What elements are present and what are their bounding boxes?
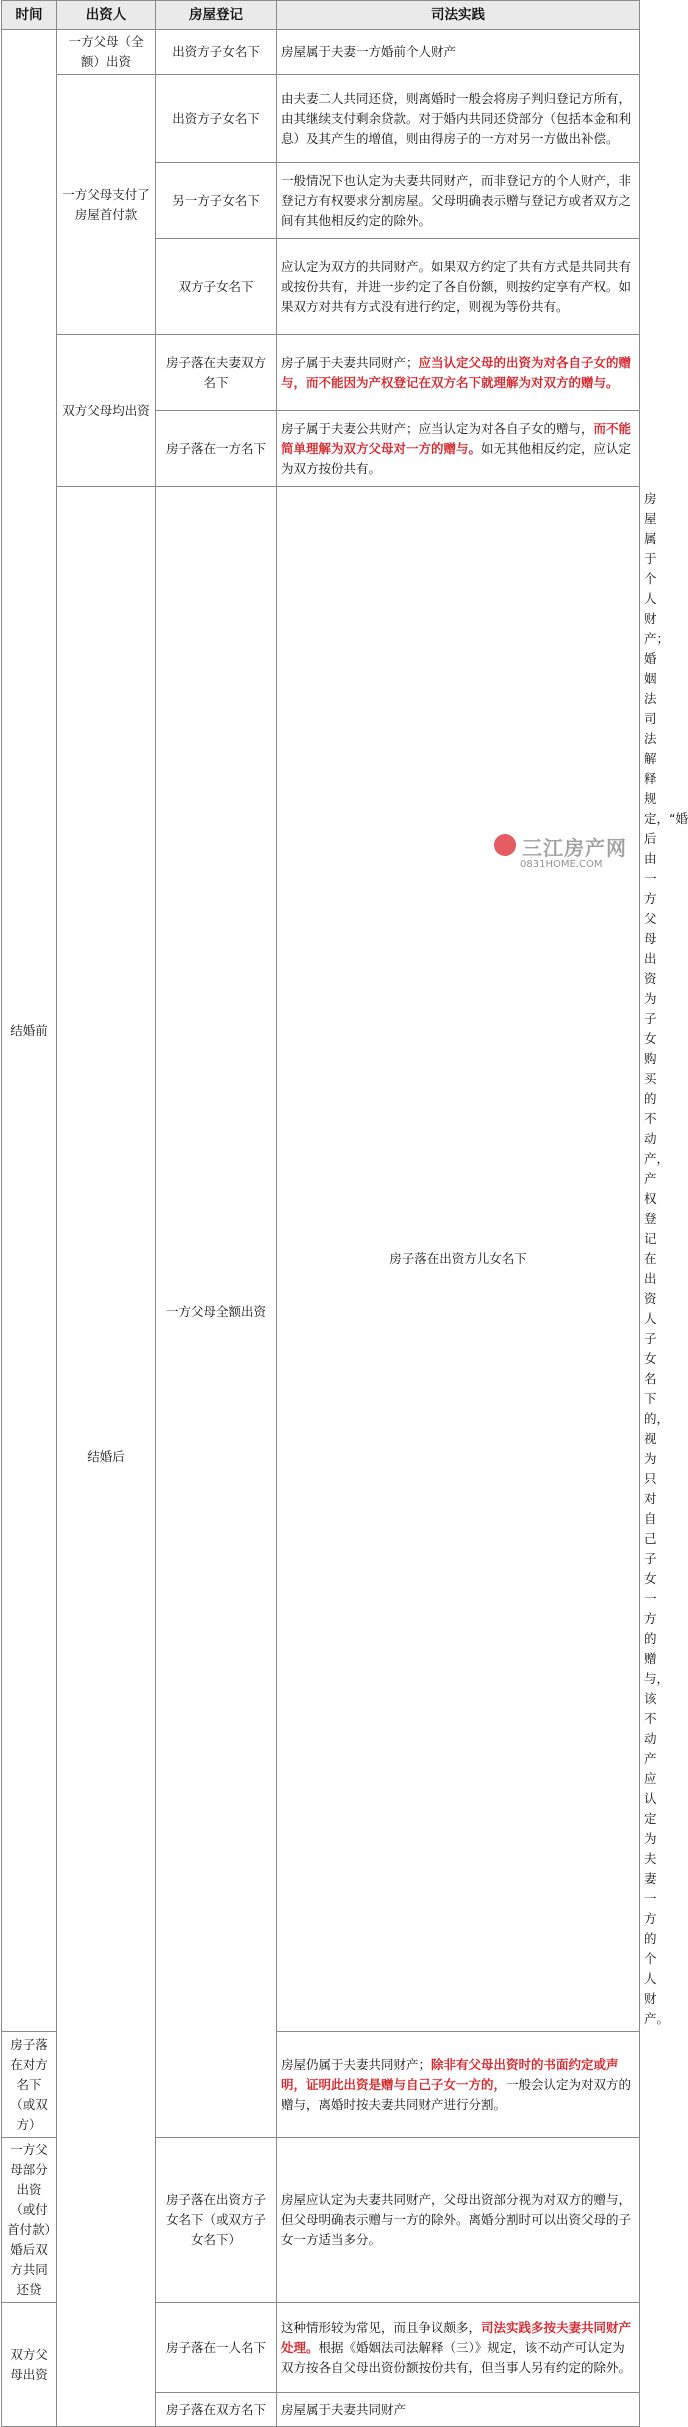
practice-text: 一般情况下也认定为夫妻共同财产，而非登记方的个人财产，非登记方有权要求分割房屋。父母明确表示赠与登记方或者双方之间有其他相反约定的除外。 <box>281 172 632 228</box>
period-before-marriage: 结婚前 <box>2 30 57 2032</box>
practice-text: 房屋属于夫妻共同财产 <box>281 2401 407 2417</box>
registration-cell: 房子落在出资方子女名下（或双方子女名下） <box>156 2138 277 2303</box>
highlight-text: 而不能简单理解为双方父母对一方的赠与。 <box>281 420 632 456</box>
header-investor: 出资人 <box>57 1 156 30</box>
registration-cell: 房子落在一方名下 <box>156 411 277 487</box>
investor-cell: 一方父母全额出资 <box>156 487 277 2138</box>
practice-cell <box>277 75 640 163</box>
registration-cell: 出资方子女名下 <box>156 30 277 75</box>
registration-cell: 双方子女名下 <box>156 239 277 335</box>
investor-cell: 一方父母（全额）出资 <box>57 30 156 75</box>
practice-cell <box>277 239 640 335</box>
practice-text: 由夫妻二人共同还贷，则离婚时一般会将房子判归登记方所有，由其继续支付剩余贷款。对于婚内共同还贷部分（包括本金和利息）及其产生的增值，则由得房子的一方对另一方做出补偿。 <box>281 90 632 146</box>
registration-cell: 房子落在出资方儿女名下 <box>277 487 640 2032</box>
header-practice: 司法实践 <box>277 1 640 30</box>
practice-text: 房屋应认定为夫妻共同财产，父母出资部分视为对双方的赠与，但父母明确表示赠与一方的除外。离婚分割时可以出资父母的子女一方适当多分。 <box>281 2192 632 2247</box>
period-after-marriage: 结婚后 <box>57 487 156 2427</box>
practice-text: 房屋属于夫妻一方婚前个人财产 <box>281 44 457 59</box>
property-rules-table <box>1 0 688 2427</box>
registration-cell: 房子落在对方名下（或双方） <box>2 2032 57 2138</box>
practice-cell <box>277 2393 640 2427</box>
practice-text: 房子属于夫妻共同财产； <box>281 354 419 370</box>
watermark-url: 0831HOME.COM <box>520 859 603 870</box>
investor-cell: 双方父母均出资 <box>57 335 156 487</box>
practice-cell <box>277 2138 640 2303</box>
registration-cell: 房子落在夫妻双方名下 <box>156 335 277 411</box>
investor-cell: 一方父母支付了房屋首付款 <box>57 75 156 335</box>
practice-cell <box>277 2303 640 2393</box>
registration-cell: 另一方子女名下 <box>156 163 277 239</box>
practice-text: 房屋属于个人财产；婚姻法司法解释规定，“婚后由一方父母出资为子女购买的不动产，产权登记在出资人子女名下的，视为只对自己子女一方的赠与，该不动产应认定为夫妻一方的个人财产。 <box>644 491 688 2026</box>
practice-cell <box>277 335 640 411</box>
table-row <box>2 487 640 2032</box>
practice-text: 根据《婚姻法司法解释（三）》规定，该不动产可认定为双方按各自父母出资份额按份共有，但当事人另有约定的除外。 <box>281 2339 632 2375</box>
practice-cell <box>277 30 640 75</box>
practice-text: 应认定为双方的共同财产。如果双方约定了共有方式是共同共有或按份共有，并进一步约定了各自份额，则按约定享有产权。如果双方对共有方式没有进行约定，则视为等份共有。 <box>281 258 632 314</box>
watermark-brand: 三江房产网 <box>522 836 627 860</box>
practice-text: 这种情形较为常见，而且争议颇多， <box>281 2319 482 2335</box>
header-time: 时间 <box>2 1 57 30</box>
table-header-row <box>2 1 640 30</box>
investor-cell: 一方父母部分出资（或付首付款）婚后双方共同还贷 <box>2 2138 57 2303</box>
table-row <box>2 75 640 163</box>
table-row <box>2 30 640 75</box>
highlight-text: 除非有父母出资时的书面约定或声明，证明此出资是赠与自己子女一方的， <box>281 2056 619 2092</box>
practice-cell <box>277 163 640 239</box>
practice-cell <box>277 411 640 487</box>
registration-cell: 房子落在双方名下 <box>156 2393 277 2427</box>
registration-cell: 房子落在一人名下 <box>156 2303 277 2393</box>
header-registration: 房屋登记 <box>156 1 277 30</box>
practice-cell <box>277 2032 640 2138</box>
highlight-text: 司法实践多按夫妻共同财产处理。 <box>281 2319 632 2355</box>
highlight-text: 应当认定父母的出资为对各自子女的赠与，而不能因为产权登记在双方名下就理解为对双方的赠与。 <box>281 354 632 390</box>
practice-text: 房子属于夫妻公共财产；应当认定为对各自子女的赠与， <box>281 420 594 436</box>
practice-text: 如无其他相反约定，应认定为双方按份共有。 <box>281 440 632 476</box>
practice-text: 房屋仍属于夫妻共同财产； <box>281 2056 432 2072</box>
registration-cell: 出资方子女名下 <box>156 75 277 163</box>
table-row <box>2 335 640 411</box>
practice-text: 一般会认定为对双方的赠与，离婚时按夫妻共同财产进行分割。 <box>281 2076 632 2112</box>
investor-cell: 双方父母出资 <box>2 2303 57 2427</box>
